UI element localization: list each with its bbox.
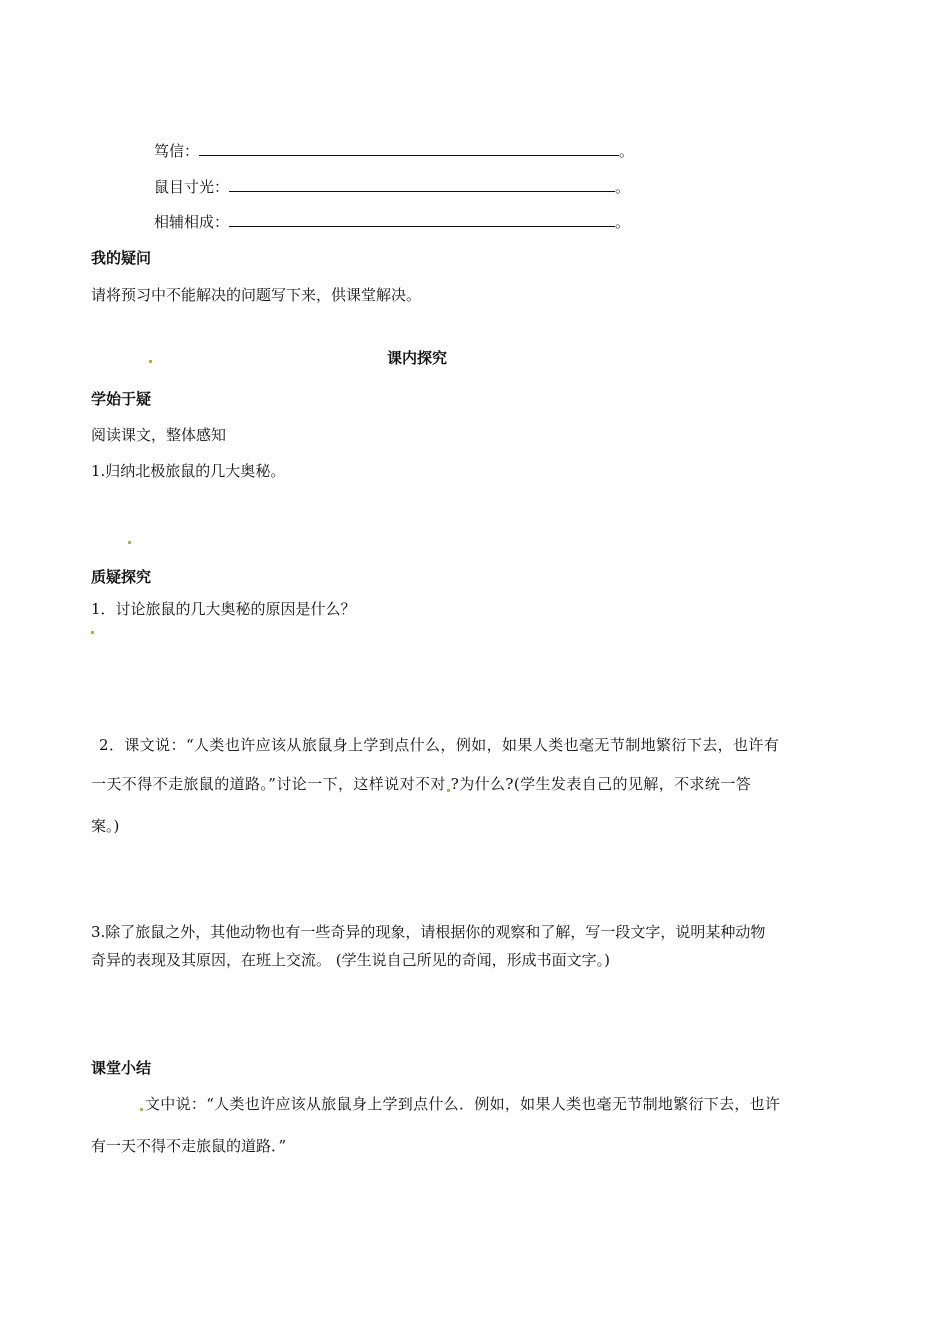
inquiry-heading: 质疑探究 <box>91 568 152 586</box>
decorative-dot <box>140 1108 143 1111</box>
answer-blank[interactable] <box>229 212 615 227</box>
vocab-line-2 <box>154 177 630 197</box>
vocab-end: 。 <box>615 178 631 196</box>
section-title: 课内探究 <box>387 349 448 367</box>
vocab-line-1 <box>154 141 634 161</box>
decorative-dot <box>149 360 152 363</box>
inquiry-question-2-line-1: 2．课文说：“人类也许应该从旅鼠身上学到点什么，例如，如果人类也毫无节制地繁衍下去，也许有 <box>99 736 780 754</box>
q2-line2-part-a: 一天不得不走旅鼠的道路。”讨论一下，这样说对不对 <box>91 775 446 793</box>
learn-subheading: 阅读课文，整体感知 <box>91 426 227 444</box>
answer-blank[interactable] <box>199 141 619 156</box>
vocab-term: 笃信： <box>154 142 200 160</box>
answer-blank[interactable] <box>229 177 615 192</box>
vocab-term: 相辅相成： <box>154 213 230 231</box>
vocab-line-3 <box>154 212 630 232</box>
learn-question-1: 1.归纳北极旅鼠的几大奥秘。 <box>91 462 286 480</box>
my-questions-text: 请将预习中不能解决的问题写下来，供课堂解决。 <box>91 286 422 304</box>
inquiry-question-3-line-1: 3.除了旅鼠之外，其他动物也有一些奇异的现象，请根据你的观察和了解，写一段文字，说明某种动物 <box>91 923 766 941</box>
summary-line-2: 有一天不得不走旅鼠的道路．” <box>91 1137 287 1155</box>
decorative-dot <box>447 789 450 792</box>
summary-line-1: 文中说：“人类也许应该从旅鼠身上学到点什么．例如，如果人类也毫无节制地繁衍下去，也许 <box>145 1095 781 1113</box>
vocab-end: 。 <box>615 213 631 231</box>
vocab-end: 。 <box>619 142 635 160</box>
inquiry-question-2-line-2 <box>91 774 751 794</box>
decorative-dot <box>91 631 94 634</box>
summary-heading: 课堂小结 <box>91 1059 152 1077</box>
q2-line2-part-b: ?为什么?(学生发表自己的见解，不求统一答 <box>450 775 752 793</box>
inquiry-question-3-line-2: 奇异的表现及其原因，在班上交流。 (学生说自己所见的奇闻，形成书面文字。) <box>91 951 610 969</box>
learn-heading: 学始于疑 <box>91 390 152 408</box>
vocab-term: 鼠目寸光： <box>154 178 230 196</box>
decorative-dot <box>128 541 131 544</box>
inquiry-question-2-line-3: 案。) <box>91 817 120 835</box>
inquiry-question-1: 1．讨论旅鼠的几大奥秘的原因是什么？ <box>91 600 356 618</box>
my-questions-heading: 我的疑问 <box>91 249 152 267</box>
